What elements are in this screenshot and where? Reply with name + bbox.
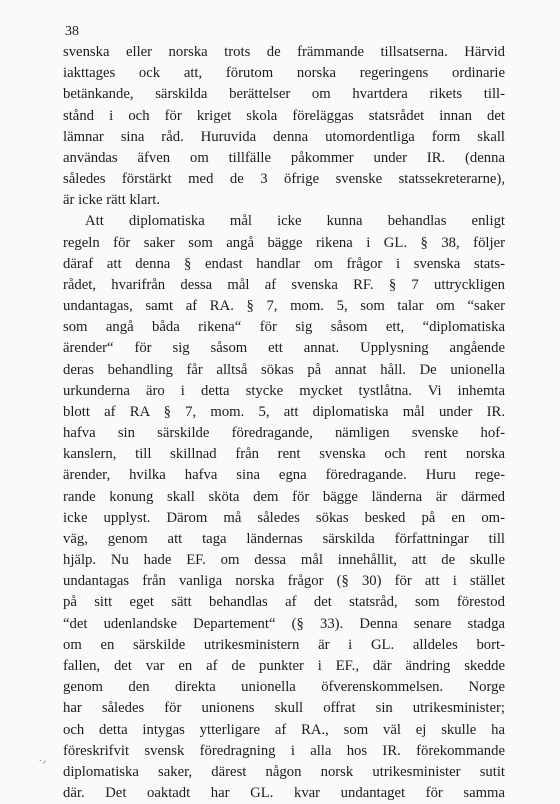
text-line: genom den direkta unionella öfverenskommelsen. Norge	[63, 679, 505, 696]
text-line: där. Det oaktadt har GL. kvar undantaget för samma	[63, 785, 505, 802]
text-line: ärender, hvilka hafva sina egna föredragande. Huru rege-	[63, 467, 505, 484]
text-line: däraf att denna § endast handlar om frågor i svenska stats-	[63, 255, 505, 272]
text-line: deras behandling får alltså sökas på annat håll. De unionella	[63, 361, 505, 378]
text-line: urkunderna äro i detta stycke mycket tystlåtna. Vi inhemta	[63, 382, 505, 399]
text-line: diplomatiska saker, därest någon norsk utrikesminister sutit	[63, 763, 505, 780]
text-line: om en särskilde utrikesministern är i GL. alldeles bort-	[63, 636, 505, 653]
text-line: lämnar sina råd. Huruvida denna utomordentliga form skall	[63, 128, 505, 145]
text-line: undantagas, samt af RA. § 7, mom. 5, som talar om “saker	[63, 298, 505, 315]
text-line: blott af RA § 7, mom. 5, att diplomatiska mål under IR.	[63, 403, 505, 420]
text-line: ärender“ för sig såsom ett annat. Upplysning angående	[63, 340, 505, 357]
text-line: föreskrifvit svensk föredragning i alla hos IR. förekommande	[63, 742, 505, 759]
text-line: undantagas från vanliga norska frågor (§ 30) för att i stället	[63, 573, 505, 590]
text-line: således förstärkt med de 3 öfrige svenske statssekreterarne),	[63, 171, 505, 188]
text-line: regeln för saker som angå bägge rikena i GL. § 38, följer	[63, 234, 505, 251]
page-number: 38	[65, 24, 79, 39]
text-line: har således för unionens skull offrat sin utrikesminister;	[63, 700, 505, 717]
text-line: kanslern, till skillnad från rent svenska och rent norska	[63, 446, 505, 463]
text-line: betänkande, särskilda berättelser om hvartdera rikets till-	[63, 86, 505, 103]
text-line: på sitt eget sätt behandlas af det statsråd, som förestod	[63, 594, 505, 611]
text-line: väg, genom att taga ländernas särskilda författningar till	[63, 530, 505, 547]
text-line: och detta intygas ytterligare af RA., som väl ej skulle ha	[63, 721, 505, 738]
body-text	[63, 42, 505, 804]
text-line: som angå båda rikena“ för sig såsom ett, “diplomatiska	[63, 319, 505, 336]
text-line: fallen, det var en af de punkter i EF., där ändring skedde	[63, 657, 505, 674]
text-line: hafva sin särskilde föredragande, nämligen svenske hof-	[63, 425, 505, 442]
text-line: är icke rätt klart.	[63, 192, 161, 209]
text-line: rande konung skall sköta dem för bägge länderna är därmed	[63, 488, 505, 505]
text-line: hjälp. Nu hade EF. om dessa mål innehållit, att de skulle	[63, 552, 505, 569]
text-line: stånd i och för kriget skola föreläggas statsrådet innan det	[63, 107, 505, 124]
text-line: rådet, hvarifrån dessa mål af svenska RF. § 7 uttryckligen	[63, 276, 505, 293]
text-line: svenska eller norska trots de främmande tillsatserna. Härvid	[63, 44, 505, 60]
text-line: icke upplyst. Därom må således sökas besked på en om-	[63, 509, 505, 526]
text-line: användas äfven om tillfälle påkommer under IR. (denna	[63, 149, 505, 166]
text-line: Att diplomatiska mål icke kunna behandlas enligt	[85, 213, 505, 230]
text-line: “det udenlandske Departement“ (§ 33). Denna senare stadga	[63, 615, 505, 632]
scan-mark: ˙ᐟ	[38, 760, 47, 770]
text-line: iakttages ock att, förutom norska regeringens ordinarie	[63, 65, 505, 82]
